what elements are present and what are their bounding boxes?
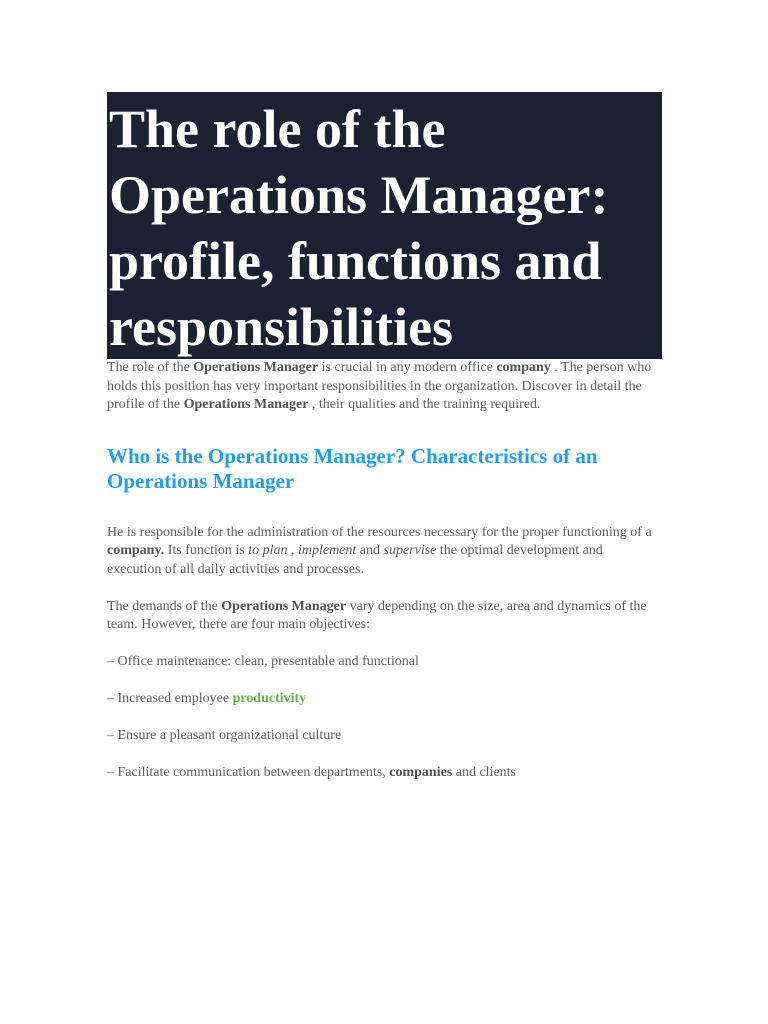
para1-text-1: He is responsible for the administration of the resources necessary for the proper functioning of a	[107, 524, 652, 540]
para1-bold-1: company.	[107, 543, 165, 558]
intro-bold-2: company	[496, 360, 551, 375]
para2-bold-1: Operations Manager	[221, 598, 347, 614]
bullet4-bold: companies	[389, 765, 453, 780]
responsibility-paragraph	[107, 524, 655, 580]
para1-italic-1: to plan	[248, 543, 288, 558]
list-item: – Office maintenance: clean, presentable and functional	[107, 654, 419, 669]
para2-text-2: vary depending on the size, area and dynamics of the team. However, there are four main objectives:	[107, 598, 647, 632]
list-item	[107, 690, 655, 709]
title-line-3: profile, functions and	[109, 231, 602, 291]
intro-paragraph	[107, 359, 655, 415]
list-item	[107, 764, 655, 783]
title-line-1: The role of the	[109, 99, 446, 159]
intro-text-2: is crucial in any modern office	[318, 360, 497, 375]
section-heading: Who is the Operations Manager? Characteristics of an Operations Manager	[107, 443, 598, 493]
para1-text-3: ,	[287, 543, 298, 558]
list-item: – Ensure a pleasant organizational culture	[107, 728, 342, 743]
bullet2-text: – Increased employee	[107, 691, 233, 706]
intro-text-4: , their qualities and the training required.	[308, 397, 541, 412]
productivity-link[interactable]: productivity	[232, 691, 307, 706]
intro-text-3: . The person who holds this position has very important responsibilities in the organization. Discover in detail the profile of the	[107, 360, 652, 412]
para1-italic-3: supervise	[383, 543, 437, 558]
para1-text-4: and	[356, 543, 384, 558]
para1-text-2: Its function is	[164, 543, 249, 558]
intro-text-1: The role of the	[107, 360, 194, 375]
title-line-4: responsibilities	[109, 297, 454, 357]
intro-bold-3: Operations Manager	[183, 397, 309, 412]
bullet4-text: – Facilitate communication between departments,	[107, 765, 390, 780]
demands-paragraph	[107, 598, 655, 635]
title-banner	[107, 92, 662, 359]
para1-italic-2: implement	[297, 543, 357, 558]
intro-bold-1: Operations Manager	[193, 360, 319, 375]
bullet4-end: and clients	[452, 765, 517, 780]
para2-text-1: The demands of the	[107, 598, 222, 614]
title-line-2: Operations Manager:	[109, 165, 609, 225]
article-body	[107, 359, 655, 783]
page-title	[107, 96, 662, 359]
para1-text-5: the optimal development and execution of all daily activities and processes.	[107, 543, 603, 577]
